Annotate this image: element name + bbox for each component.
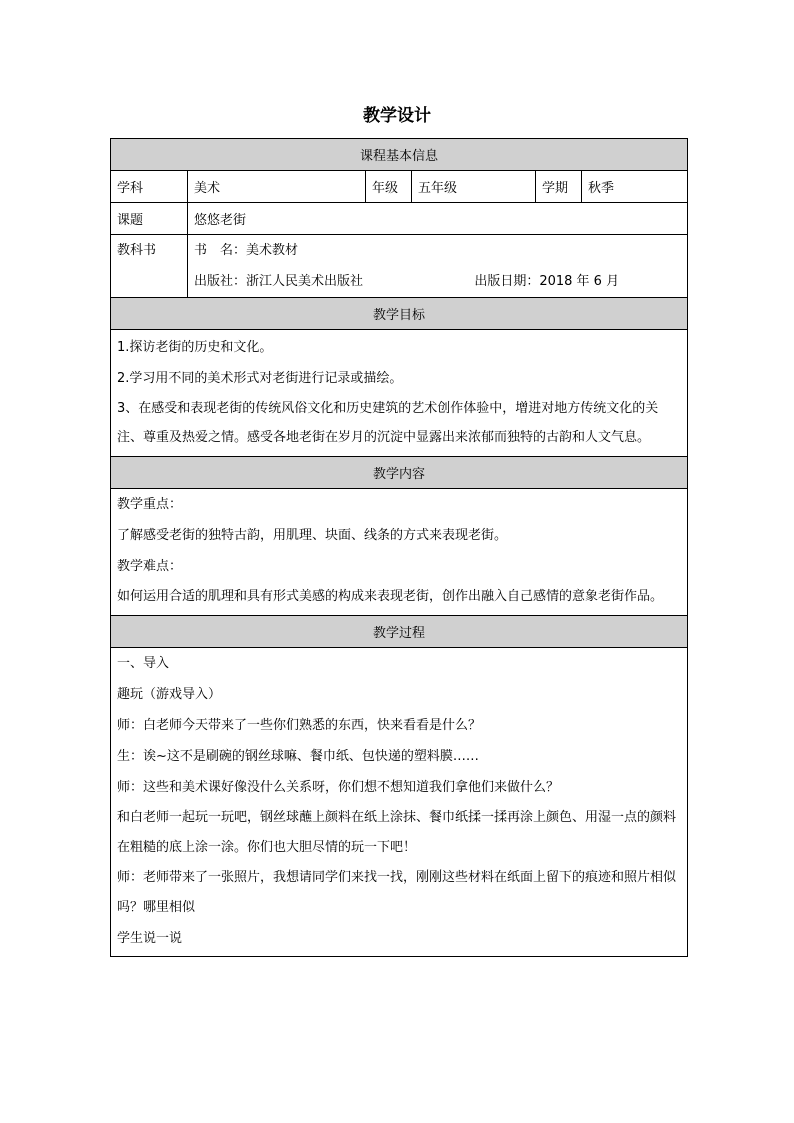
process-header-row bbox=[111, 616, 688, 648]
textbook-label bbox=[111, 235, 188, 298]
subject-label: 学科 bbox=[111, 171, 188, 203]
content-cell bbox=[111, 489, 688, 616]
grade-value: 五年级 bbox=[412, 171, 536, 203]
basic-info-header: 课程基本信息 bbox=[111, 139, 688, 171]
objectives-header: 教学目标 bbox=[111, 298, 688, 330]
process-row bbox=[111, 648, 688, 957]
publisher-line bbox=[194, 266, 681, 297]
process-line: 和白老师一起玩一玩吧，钢丝球蘸上颜料在纸上涂抹、餐巾纸揉一揉再涂上颜色、用湿一点的颜料在粗糙的底上涂一涂。你们也大胆尽情的玩一下吧！ bbox=[117, 810, 677, 855]
process-line: 学生说一说 bbox=[117, 931, 183, 946]
subject-value: 美术 bbox=[188, 171, 366, 203]
difficulty-label: 教学难点： bbox=[117, 559, 183, 574]
publication-date: 出版日期：2018 年 6 月 bbox=[474, 274, 620, 289]
textbook-row bbox=[111, 235, 688, 298]
objective-item: 2.学习用不同的美术形式对老街进行记录或描绘。 bbox=[117, 371, 403, 386]
term-value: 秋季 bbox=[582, 171, 688, 203]
basic-info-header-row bbox=[111, 139, 688, 171]
process-line: 一、导入 bbox=[117, 656, 170, 671]
publisher: 出版社：浙江人民美术出版社 bbox=[194, 274, 364, 289]
content-header: 教学内容 bbox=[111, 457, 688, 489]
process-cell bbox=[111, 648, 688, 957]
process-line: 趣玩（游戏导入） bbox=[117, 687, 222, 702]
grade-label: 年级 bbox=[366, 171, 412, 203]
lesson-value: 悠悠老街 bbox=[188, 203, 688, 235]
lesson-label: 课题 bbox=[111, 203, 188, 235]
content-header-row bbox=[111, 457, 688, 489]
objectives-row bbox=[111, 330, 688, 457]
key-point-text: 了解感受老街的独特古韵，用肌理、块面、线条的方式来表现老街。 bbox=[117, 528, 508, 543]
objectives-header-row bbox=[111, 298, 688, 330]
textbook-info bbox=[188, 235, 688, 298]
content-row bbox=[111, 489, 688, 616]
objectives-cell bbox=[111, 330, 688, 457]
difficulty-text: 如何运用合适的肌理和具有形式美感的构成来表现老街，创作出融入自己感情的意象老街作品。 bbox=[117, 589, 664, 604]
lesson-plan-table bbox=[110, 138, 688, 957]
objective-item: 1.探访老街的历史和文化。 bbox=[117, 340, 273, 355]
process-line: 师：老师带来了一张照片，我想请同学们来找一找，刚刚这些材料在纸面上留下的痕迹和照片相似吗？哪里相似 bbox=[117, 870, 677, 915]
process-line: 生：诶~这不是刷碗的钢丝球嘛、餐巾纸、包快递的塑料膜…… bbox=[117, 749, 479, 764]
lesson-row bbox=[111, 203, 688, 235]
process-line: 师：这些和美术课好像没什么关系呀，你们想不想知道我们拿他们来做什么？ bbox=[117, 780, 560, 795]
book-name: 书 名：美术教材 bbox=[194, 243, 299, 258]
textbook-label-text: 教科书 bbox=[117, 243, 157, 258]
key-point-label: 教学重点： bbox=[117, 497, 183, 512]
process-line: 师：白老师今天带来了一些你们熟悉的东西，快来看看是什么？ bbox=[117, 718, 482, 733]
subject-row bbox=[111, 171, 688, 203]
term-label: 学期 bbox=[536, 171, 582, 203]
page-title: 教学设计 bbox=[363, 106, 431, 126]
process-header: 教学过程 bbox=[111, 616, 688, 648]
objective-item: 3、在感受和表现老街的传统风俗文化和历史建筑的艺术创作体验中，增进对地方传统文化的关注、尊重及热爱之情。感受各地老街在岁月的沉淀中显露出来浓郁而独特的古韵和人文气息。 bbox=[117, 401, 659, 445]
